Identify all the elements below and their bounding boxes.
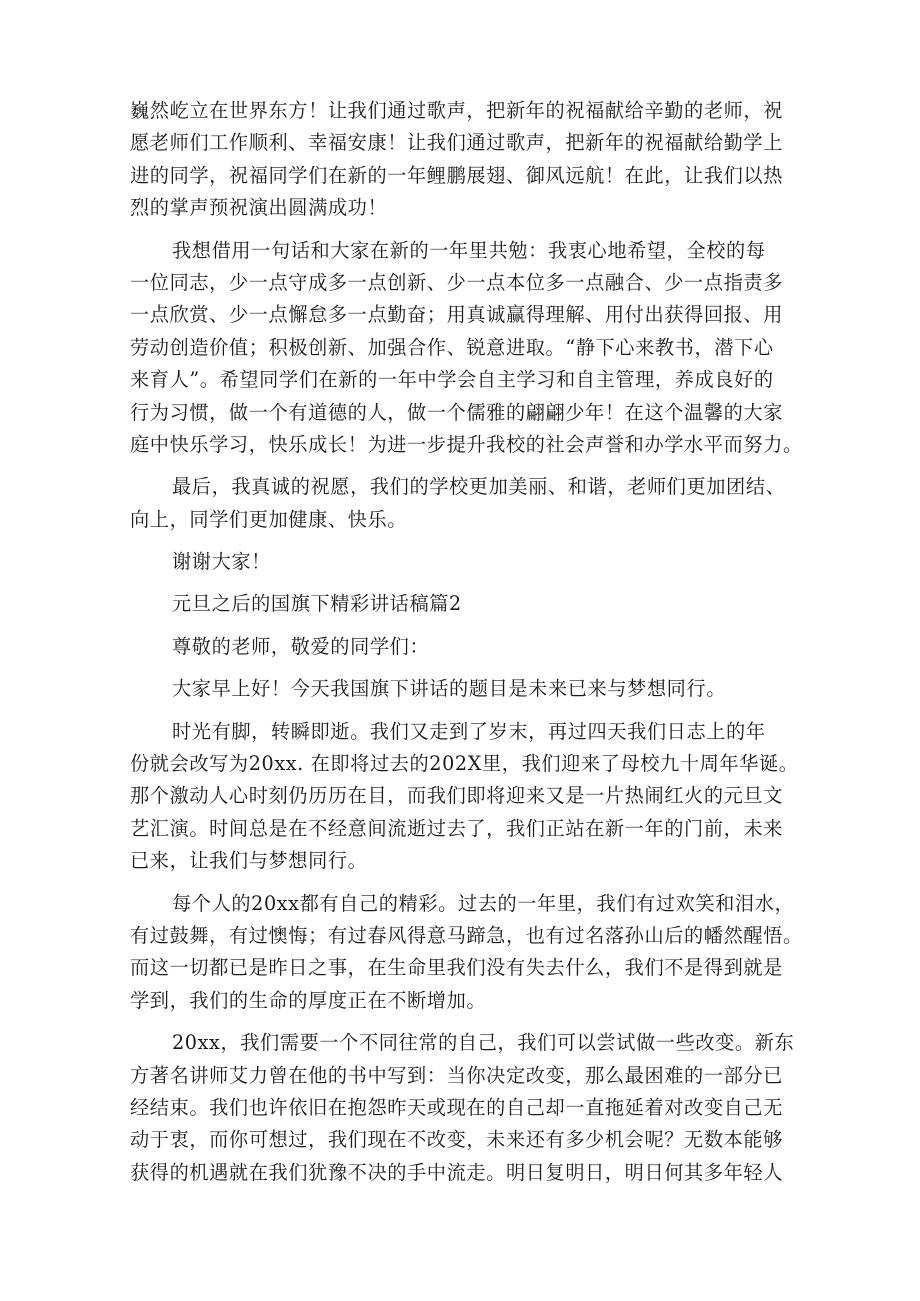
paragraph-gap — [130, 461, 805, 471]
text-line: 最后，我真诚的祝愿，我们的学校更加美丽、和谐，老师们更加团结、 — [172, 475, 786, 499]
paragraph-gap — [130, 1017, 805, 1027]
text-line: 我想借用一句话和大家在新的一年里共勉：我衷心地希望，全校的每 — [172, 238, 766, 262]
text-line: 方著名讲师艾力曾在他的书中写到：当你决定改变，那么最困难的一部分已 — [130, 1063, 783, 1087]
paragraph-gap — [130, 621, 805, 631]
text-line: 经结束。我们也许依旧在抱怨昨天或现在的自己却一直拖延着对改变自己无 — [130, 1095, 783, 1119]
text-line: 份就会改写为20xx. 在即将过去的202X里，我们迎来了母校九十周年华诞。 — [130, 752, 799, 776]
text-line: 动于衷，而你可想过，我们现在不改变，未来还有多少机会呢？无数本能够 — [130, 1128, 783, 1152]
paragraph-1 — [130, 95, 805, 225]
text-line: 获得的机遇就在我们犹豫不决的手中流走。明日复明日，明日何其多年轻人 — [130, 1160, 783, 1184]
paragraph-4 — [130, 546, 805, 578]
text-line: 巍然屹立在世界东方！让我们通过歌声，把新年的祝福献给辛勤的老师，祝 — [130, 99, 783, 122]
document-body — [130, 95, 805, 1189]
section-title — [130, 588, 805, 620]
paragraph-gap — [130, 663, 805, 673]
text-line: 每个人的20xx都有自己的精彩。过去的一年里，我们有过欢笑和泪水， — [172, 891, 795, 915]
text-line: 20xx，我们需要一个不同往常的自己，我们可以尝试做一些改变。新东 — [172, 1031, 795, 1055]
paragraph-10 — [130, 1027, 805, 1189]
text-line: 劳动创造价值；积极创新、加强合作、锐意进取。“静下心来教书，潜下心 — [130, 335, 774, 359]
text-line: 学到，我们的生命的厚度正在不断增加。 — [130, 988, 487, 1012]
text-line: 元旦之后的国旗下精彩讲话稿篇2 — [172, 592, 462, 616]
paragraph-gap — [130, 706, 805, 716]
text-line: 大家早上好！今天我国旗下讲话的题目是未来已来与梦想同行。 — [172, 677, 727, 701]
paragraph-gap — [130, 878, 805, 888]
salutation — [130, 631, 805, 663]
paragraph-2 — [130, 235, 805, 462]
paragraph-9 — [130, 888, 805, 1018]
paragraph-gap — [130, 536, 805, 546]
text-line: 那个激动人心时刻仍历历在目，而我们即将迎来又是一片热闹红火的元旦文 — [130, 784, 783, 808]
greeting — [130, 673, 805, 705]
text-line: 而这一切都已是昨日之事，在生命里我们没有失去什么，我们不是得到就是 — [130, 956, 783, 980]
text-line: 愿老师们工作顺利、幸福安康！让我们通过歌声，把新年的祝福献给勤学上 — [130, 131, 783, 155]
text-line: 一点欣赏、少一点懈怠多一点勤奋；用真诚赢得理解、用付出获得回报、用 — [130, 303, 783, 327]
text-line: 艺汇演。时间总是在不经意间流逝过去了，我们正站在新一年的门前，未来 — [130, 816, 783, 840]
text-line: 一位同志，少一点守成多一点创新、少一点本位多一点融合、少一点指责多 — [130, 270, 783, 294]
paragraph-8 — [130, 716, 805, 878]
text-line: 庭中快乐学习，快乐成长！为进一步提升我校的社会声誉和办学水平而努力。 — [130, 432, 803, 456]
paragraph-3 — [130, 471, 805, 536]
text-line: 向上，同学们更加健康、快乐。 — [130, 507, 408, 531]
paragraph-gap — [130, 225, 805, 235]
text-line: 烈的掌声预祝演出圆满成功！ — [130, 196, 388, 220]
text-line: 尊敬的老师，敬爱的同学们： — [172, 634, 430, 658]
paragraph-gap — [130, 578, 805, 588]
text-line: 有过鼓舞，有过懊悔；有过春风得意马蹄急，也有过名落孙山后的幡然醒悟。 — [130, 923, 803, 947]
text-line: 来育人”。希望同学们在新的一年中学会自主学习和自主管理，养成良好的 — [130, 368, 774, 392]
text-line: 谢谢大家！ — [172, 550, 271, 574]
text-line: 时光有脚，转瞬即逝。我们又走到了岁末，再过四天我们日志上的年 — [172, 719, 766, 743]
text-line: 已来，让我们与梦想同行。 — [130, 849, 368, 873]
text-line: 进的同学，祝福同学们在新的一年鲤鹏展翅、御风远航！在此，让我们以热 — [130, 163, 783, 187]
text-line: 行为习惯，做一个有道德的人，做一个儒雅的翩翩少年！在这个温馨的大家 — [130, 400, 783, 424]
